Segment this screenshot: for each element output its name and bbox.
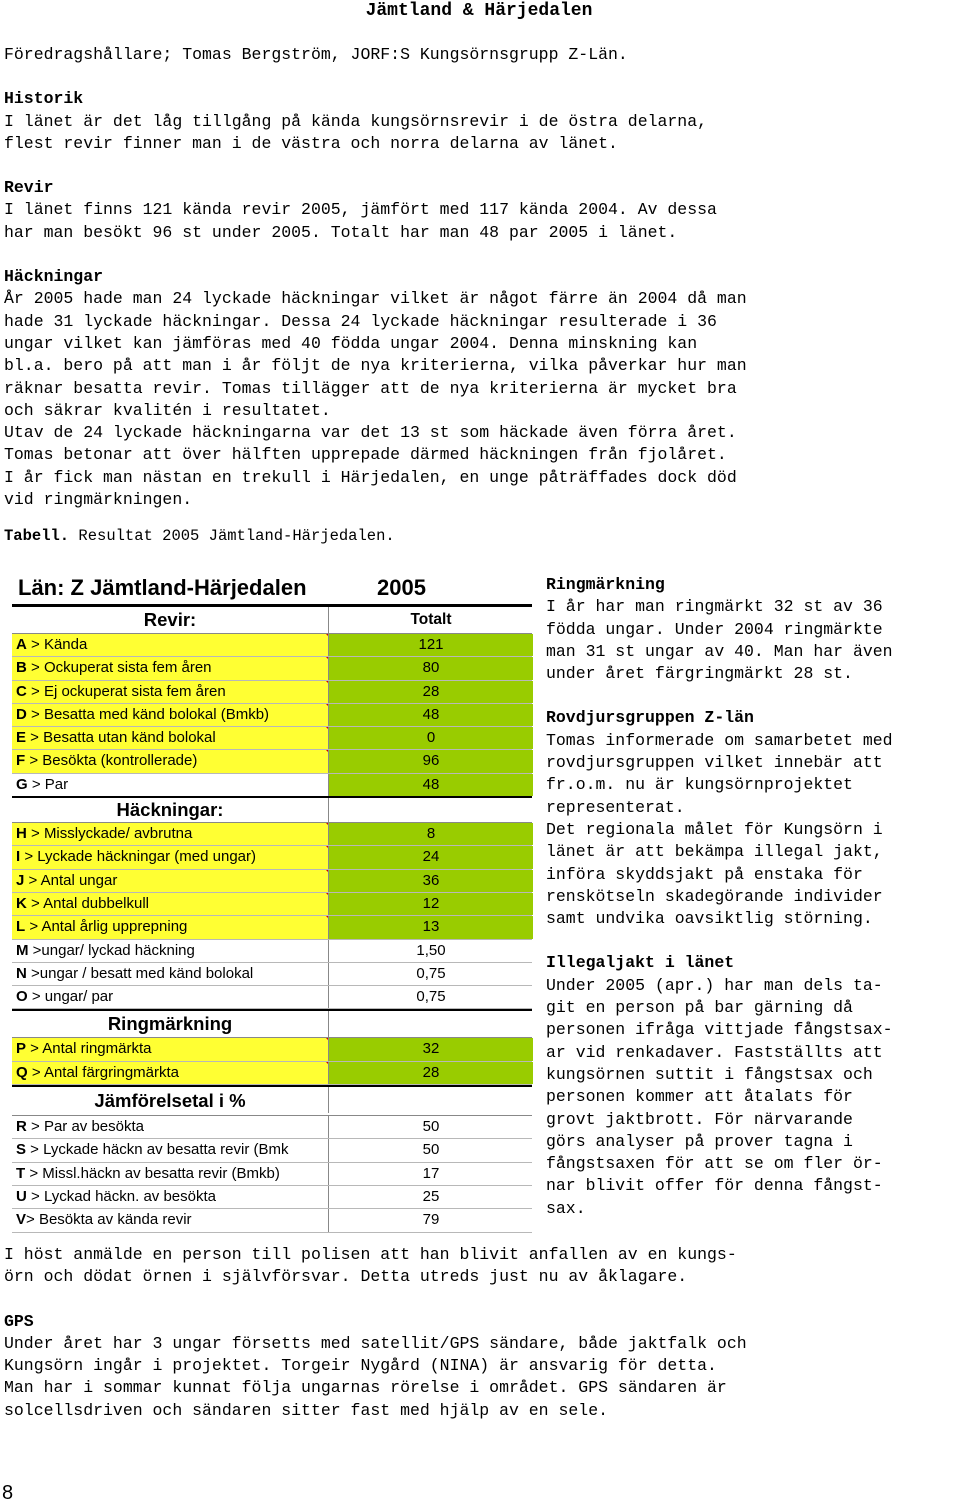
table-row [12, 774, 532, 798]
row-value: 12 [328, 893, 533, 915]
table-row [12, 986, 532, 1009]
row-label [12, 1116, 332, 1138]
table-title [12, 572, 532, 607]
section-illegaljakt [546, 952, 960, 1220]
jmf-header-label: Jämförelsetal i % [94, 1090, 246, 1112]
row-label-text: >ungar/ lyckad häckning [28, 941, 195, 959]
table-row [12, 893, 532, 916]
table-title-year: 2005 [377, 575, 426, 600]
table-row [12, 727, 532, 750]
polis-line: I höst anmälde en person till polisen att han blivit anfallen av en kungs- [4, 1245, 737, 1264]
revir-header-label: Revir: [143, 609, 197, 630]
ring-header-label: Ringmärkning [107, 1013, 233, 1035]
illegal-heading: Illegaljakt i länet [546, 953, 735, 973]
table-caption-text: Resultat 2005 Jämtland-Härjedalen. [69, 527, 395, 546]
row-value: 0,75 [328, 986, 533, 1008]
row-label [12, 1186, 332, 1208]
illegal-line: Under 2005 (apr.) har man dels ta- [546, 975, 883, 995]
rovdjur-line: införa skyddsjakt på enstaka för [546, 864, 863, 884]
row-label [12, 704, 332, 726]
row-value: 79 [328, 1209, 533, 1231]
revir-heading: Revir [4, 178, 54, 198]
row-label-text: > Antal ringmärkta [26, 1040, 152, 1058]
table-row [12, 1038, 532, 1061]
row-label [12, 893, 332, 915]
row-value: 50 [328, 1116, 533, 1138]
hackningar-line: hade 31 lyckade häckningar. Dessa 24 lyckade häckningar resulterade i 36 [4, 311, 717, 331]
hack-section-header [12, 798, 532, 823]
row-letter: I [16, 848, 21, 866]
row-label-text: > Antal årlig upprepning [25, 918, 188, 936]
table-row [12, 1186, 532, 1209]
row-letter: P [16, 1040, 27, 1058]
rovdjur-line: länet är att bekämpa illegal jakt, [546, 842, 883, 862]
hackningar-line: vid ringmärkningen. [4, 490, 193, 510]
row-label-text: > Besökta av kända revir [26, 1211, 192, 1229]
row-label-text: > ungar/ par [27, 988, 114, 1006]
row-letter: O [16, 988, 28, 1006]
row-value: 121 [328, 634, 533, 656]
rovdjur-line: Tomas informerade om samarbetet med [546, 730, 893, 750]
row-letter: N [16, 964, 27, 982]
table-row [12, 704, 532, 727]
row-label [12, 823, 332, 845]
illegal-line: personen ifråga vittjade fångstsax- [546, 1020, 893, 1040]
illegal-line: fångstsaxen för att se om fler ör- [546, 1154, 883, 1174]
row-label-text: >ungar / besatt med känd bolokal [26, 964, 254, 982]
table-row [12, 963, 532, 986]
row-label-text: > Kända [26, 636, 88, 653]
hackningar-line: År 2005 hade man 24 lyckade häckningar vilket är något färre än 2004 då man [4, 289, 747, 309]
results-table [12, 572, 532, 1229]
rovdjur-line: Det regionala målet för Kungsörn i [546, 819, 883, 839]
historik-line: flest revir finner man i de västra och norra delarna av länet. [4, 133, 618, 153]
table-row [12, 940, 532, 963]
total-header-label: Totalt [328, 607, 533, 633]
table-row [12, 1163, 532, 1186]
table-row [12, 916, 532, 939]
row-label [12, 750, 332, 772]
row-label [12, 846, 332, 868]
row-letter: V [16, 1211, 27, 1229]
row-value: 32 [328, 1038, 533, 1060]
rovdjur-line: fr.o.m. nu är kungsörnprojektet [546, 775, 853, 795]
rovdjur-heading: Rovdjursgruppen Z-län [546, 708, 754, 728]
hackningar-line: ungar vilket kan jämföras med 40 födda ungar 2004. Denna minskning kan [4, 333, 698, 353]
row-value: 24 [328, 846, 533, 868]
section-rovdjur [546, 707, 960, 930]
hackningar-line: Utav de 24 lyckade häckningarna var det 13 st som häckade även förra året. [4, 423, 737, 443]
hackningar-line: bl.a. bero på att man i år följt de nya kriterierna, vilka påverkar hur man [4, 356, 747, 376]
gps-line: Kungsörn ingår i projektet. Torgeir Nygård (NINA) är ansvarig för detta. [4, 1356, 717, 1376]
row-letter: B [16, 659, 27, 677]
row-label [12, 986, 332, 1008]
table-row [12, 1116, 532, 1139]
row-letter: U [16, 1187, 27, 1205]
illegal-line: sax. [546, 1198, 586, 1218]
table-title-county: Län: Z Jämtland-Härjedalen [18, 575, 307, 600]
row-label [12, 681, 332, 703]
row-label-text: > Ockuperat sista fem åren [26, 659, 212, 677]
row-value: 13 [328, 916, 533, 938]
table-row [12, 634, 532, 657]
row-letter: H [16, 825, 27, 843]
row-letter: K [16, 894, 27, 912]
hackningar-line: räknar besatta revir. Tomas tillägger att de nya kriterierna är mycket bra [4, 378, 737, 398]
illegal-line: görs analyser på prover tagna i [546, 1131, 853, 1151]
row-label [12, 870, 332, 892]
row-value: 48 [328, 774, 533, 796]
hackningar-line: och säkrar kvalitén i resultatet. [4, 400, 331, 420]
row-letter: S [16, 1141, 27, 1159]
revir-section-header [12, 607, 532, 634]
row-label-text: > Antal dubbelkull [26, 894, 150, 912]
row-label [12, 1163, 332, 1185]
revir-line: I länet finns 121 kända revir 2005, jämfört med 117 kända 2004. Av dessa [4, 200, 717, 220]
ringmarkning-line: I år har man ringmärkt 32 st av 36 [546, 597, 883, 617]
hack-header-label: Häckningar: [116, 799, 224, 821]
table-row [12, 870, 532, 893]
gps-heading: GPS [4, 1311, 34, 1331]
illegal-line: kungsörnen suttit i fångstsax och [546, 1064, 873, 1084]
row-letter: R [16, 1118, 27, 1136]
row-letter: D [16, 705, 27, 723]
row-label-text: > Misslyckade/ avbrutna [26, 825, 193, 843]
section-historik [4, 88, 954, 155]
row-label-text: > Lyckade häckningar (med ungar) [20, 848, 256, 866]
hackningar-line: I år fick man nästan en trekull i Härjedalen, en unge påträffades dock död [4, 467, 737, 487]
page-number: 8 [2, 1482, 14, 1504]
polis-line: örn och dödat örnen i självförsvar. Detta utreds just nu av åklagare. [4, 1267, 688, 1287]
ringmarkning-line: under året färgringmärkt 28 st. [546, 664, 853, 684]
section-revir [4, 177, 954, 244]
row-label [12, 774, 332, 796]
right-column [546, 574, 960, 1220]
section-polis [4, 1244, 954, 1289]
row-label [12, 727, 332, 749]
row-value: 25 [328, 1186, 533, 1208]
row-label-text: > Missl.häckn av besatta revir (Bmkb) [25, 1164, 280, 1182]
ring-section-header [12, 1009, 532, 1038]
bottom-section [4, 1244, 954, 1422]
row-label-text: > Lyckad häckn. av besökta [26, 1187, 216, 1205]
gps-line: Under året har 3 ungar försetts med satellit/GPS sändare, både jaktfalk och [4, 1333, 747, 1353]
ringmarkning-heading: Ringmärkning [546, 575, 665, 594]
row-value: 17 [328, 1163, 533, 1185]
speaker-line: Föredragshållare; Tomas Bergström, JORF:S Kungsörnsgrupp Z-Län. [4, 45, 628, 64]
row-label-text: > Ej ockuperat sista fem åren [26, 682, 226, 700]
ringmarkning-line: man 31 st ungar av 40. Man har även [546, 641, 893, 661]
page [4, 0, 954, 548]
table-caption [4, 525, 954, 547]
row-letter: T [16, 1164, 26, 1182]
illegal-line: nar blivit offer för denna fångst- [546, 1176, 883, 1196]
row-letter: L [16, 918, 26, 936]
row-label-text: > Besatta med känd bolokal (Bmkb) [26, 705, 270, 723]
rovdjur-line: representerat. [546, 797, 685, 817]
table-row [12, 823, 532, 846]
table-row [12, 846, 532, 869]
row-value: 1,50 [328, 940, 533, 962]
row-letter: C [16, 682, 27, 700]
row-label [12, 916, 332, 938]
row-value: 50 [328, 1139, 533, 1161]
row-letter: A [16, 636, 27, 653]
row-label [12, 634, 332, 656]
hackningar-heading: Häckningar [4, 267, 104, 287]
row-letter: M [16, 941, 29, 959]
row-label [12, 963, 332, 985]
row-value: 36 [328, 870, 533, 892]
historik-line: I länet är det låg tillgång på kända kungsörnsrevir i de östra delarna, [4, 111, 708, 131]
row-letter: F [16, 752, 26, 770]
table-row [12, 1139, 532, 1162]
historik-heading: Historik [4, 89, 84, 109]
table-row [12, 657, 532, 680]
row-label [12, 1209, 332, 1231]
row-label-text: > Besökta (kontrollerade) [25, 752, 198, 770]
table-row [12, 1062, 532, 1085]
ringmarkning-line: födda ungar. Under 2004 ringmärkte [546, 619, 883, 639]
row-label [12, 940, 332, 962]
row-label-text: > Par av besökta [26, 1118, 144, 1136]
row-value: 0,75 [328, 963, 533, 985]
row-value: 28 [328, 1062, 533, 1084]
table-row [12, 750, 532, 773]
row-letter: J [16, 871, 25, 889]
row-value: 0 [328, 727, 533, 749]
table-caption-label: Tabell. [4, 527, 70, 546]
illegal-line: ar vid renkadaver. Fastställts att [546, 1042, 883, 1062]
row-label-text: > Par [27, 775, 69, 793]
row-value: 8 [328, 823, 533, 845]
row-label-text: > Antal färgringmärkta [27, 1063, 179, 1081]
illegal-line: git en person på bar gärning då [546, 998, 853, 1018]
illegal-line: grovt jaktbrott. För närvarande [546, 1109, 853, 1129]
section-gps [4, 1311, 954, 1422]
hackningar-line: Tomas betonar att över hälften upprepade därmed häckningen från fjolåret. [4, 445, 727, 465]
gps-line: Man har i sommar kunnat följa ungarnas rörelse i området. GPS sändaren är [4, 1378, 727, 1398]
row-label-text: > Besatta utan känd bolokal [26, 729, 216, 747]
table-row [12, 1209, 532, 1232]
revir-line: har man besökt 96 st under 2005. Totalt har man 48 par 2005 i länet. [4, 222, 678, 242]
row-label-text: > Antal ungar [24, 871, 118, 889]
table-row [12, 681, 532, 704]
row-value: 48 [328, 704, 533, 726]
row-label [12, 1038, 332, 1060]
rovdjur-line: rovdjursgruppen vilket innebär att [546, 753, 883, 773]
gps-line: solcellsdriven och sändaren sitter fast med hjälp av en sele. [4, 1400, 608, 1420]
illegal-line: personen kommer att åtalats för [546, 1087, 853, 1107]
row-value: 96 [328, 750, 533, 772]
row-label [12, 1062, 332, 1084]
row-label-text: > Lyckade häckn av besatta revir (Bmk [26, 1141, 289, 1159]
row-letter: E [16, 729, 27, 747]
row-letter: G [16, 775, 28, 793]
row-value: 28 [328, 681, 533, 703]
row-letter: Q [16, 1063, 28, 1081]
page-title: Jämtland & Härjedalen [365, 1, 593, 21]
jmf-section-header [12, 1085, 532, 1116]
section-ringmarkning [546, 574, 960, 685]
row-label [12, 657, 332, 679]
rovdjur-line: samt undvika oavsiktlig störning. [546, 909, 873, 929]
section-hackningar [4, 266, 954, 511]
rovdjur-line: renskötseln skadegörande individer [546, 886, 883, 906]
row-value: 80 [328, 657, 533, 679]
row-label [12, 1139, 332, 1161]
